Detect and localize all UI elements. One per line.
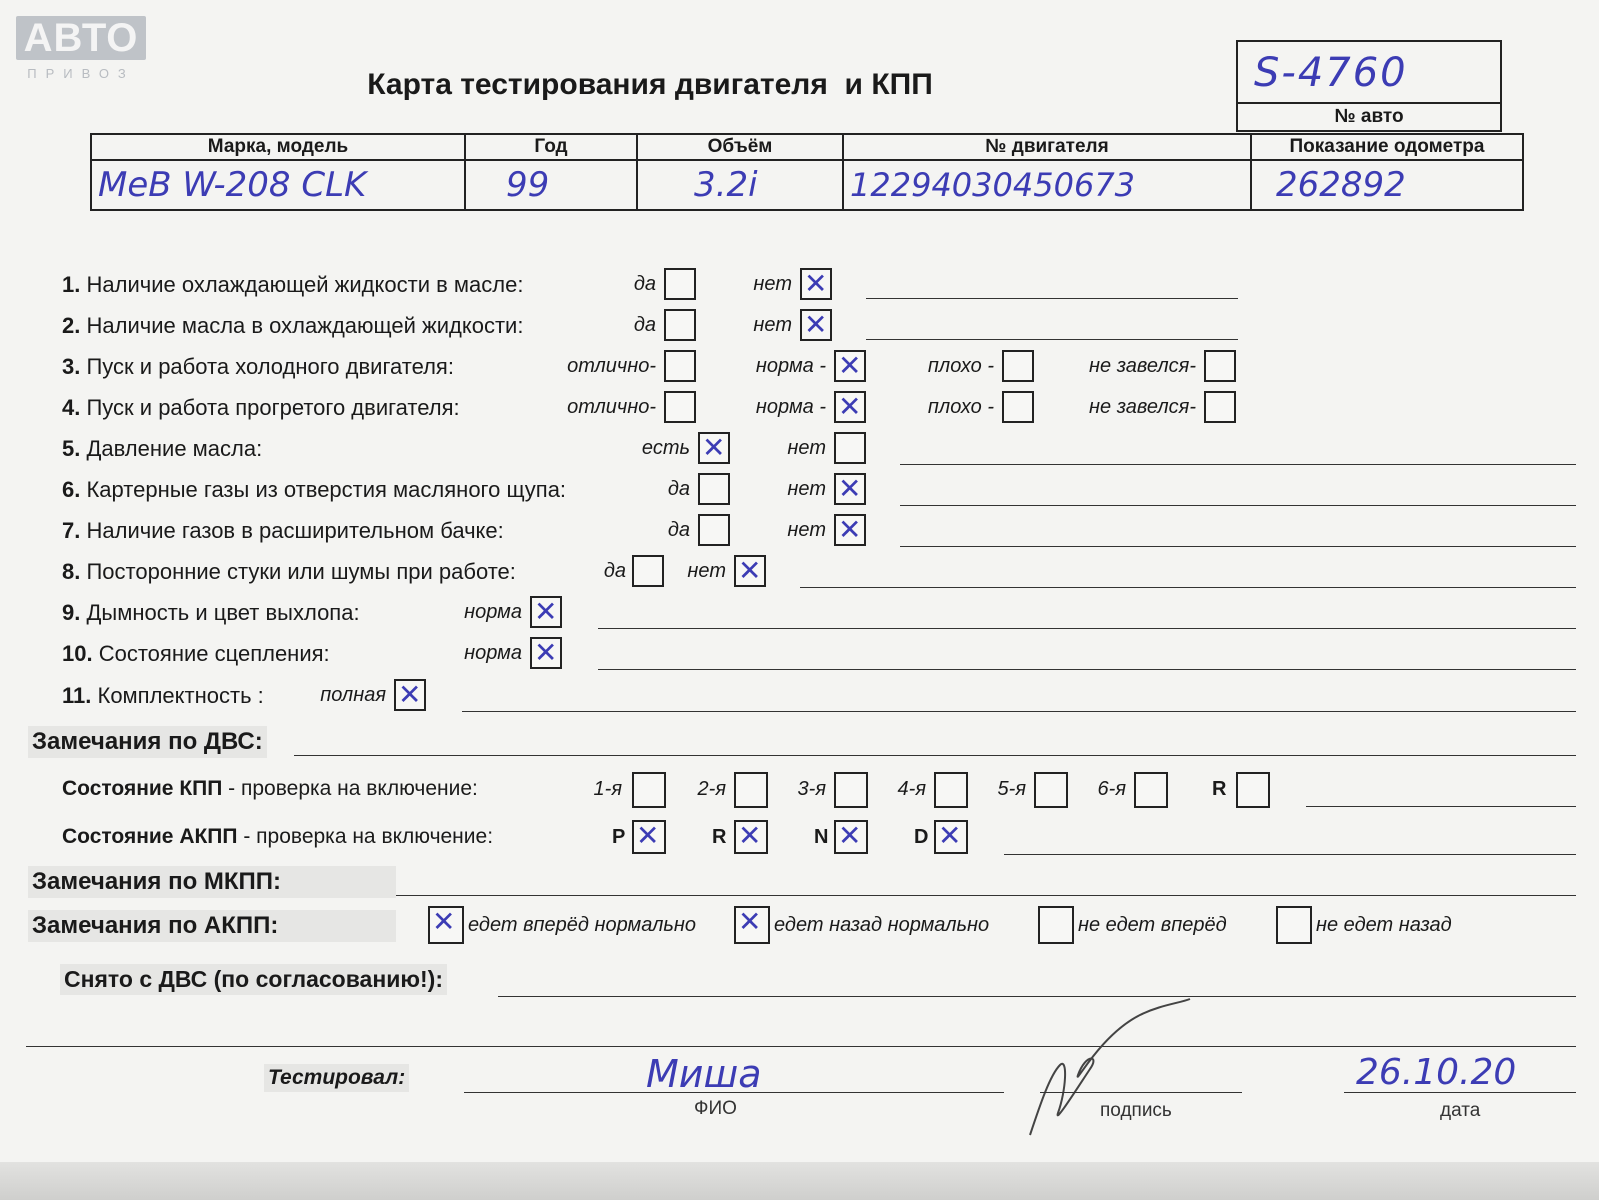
q5-option-no: нет: [787, 437, 826, 459]
manual-gearbox-check-label: Состояние КПП - проверка на включение:: [62, 777, 478, 800]
q4-option-bad: плохо -: [927, 396, 994, 418]
gear-5-label: 5-я: [997, 778, 1026, 800]
year-value: 99: [465, 160, 637, 210]
remarks-engine-line: [294, 755, 1576, 756]
mode-d-label: D: [914, 826, 929, 848]
removed-extra-line: [26, 1046, 1576, 1047]
auto-number-divider: [1238, 102, 1500, 104]
odometer-value: 262892: [1251, 160, 1523, 210]
remarks-engine-label: Замечания по ДВС:: [28, 726, 267, 758]
q4-checkbox-bad[interactable]: [1002, 391, 1034, 423]
q1-option-no: нет: [753, 273, 792, 295]
scan-bottom-edge: [0, 1162, 1599, 1200]
q10-checkbox-normal[interactable]: [530, 637, 562, 669]
question-9: 9. Дымность и цвет выхлопа:: [62, 600, 360, 625]
q2-option-no: нет: [753, 314, 792, 336]
q3-checkbox-excellent[interactable]: [664, 350, 696, 382]
volume-value: 3.2i: [637, 160, 843, 210]
mode-n-label: N: [814, 826, 829, 848]
q4-checkbox-excellent[interactable]: [664, 391, 696, 423]
col-header-model: Марка, модель: [91, 134, 465, 160]
avto-logo: АВТО: [16, 16, 146, 60]
mode-p-checkbox[interactable]: [632, 820, 666, 854]
q6-notes-line: [900, 505, 1576, 506]
q7-option-no: нет: [787, 519, 826, 541]
question-2: 2. Наличие масла в охлаждающей жидкости:: [62, 313, 524, 338]
mode-n-checkbox[interactable]: [834, 820, 868, 854]
q3-option-no-start: не завелся-: [1089, 355, 1196, 377]
question-1: 1. Наличие охлаждающей жидкости в масле:: [62, 272, 524, 297]
backward-ok-checkbox[interactable]: [734, 906, 770, 944]
q6-option-yes: да: [667, 478, 690, 500]
q6-checkbox-no[interactable]: [834, 473, 866, 505]
col-header-year: Год: [465, 134, 637, 160]
gear-2-checkbox[interactable]: [734, 772, 768, 808]
remarks-manual-gearbox-line: [396, 895, 1576, 896]
signature-line: [1040, 1092, 1242, 1093]
q5-notes-line: [900, 464, 1576, 465]
q1-option-yes: да: [633, 273, 656, 295]
q11-checkbox-full[interactable]: [394, 679, 426, 711]
question-10: 10. Состояние сцепления:: [62, 641, 330, 666]
no-backward-checkbox[interactable]: [1276, 906, 1312, 944]
auto-number-value: S-4760: [1254, 50, 1408, 96]
remarks-manual-gearbox-label: Замечания по МКПП:: [28, 866, 396, 898]
gear-r-label: R: [1212, 778, 1227, 800]
q3-checkbox-bad[interactable]: [1002, 350, 1034, 382]
no-backward-label: не едет назад: [1316, 914, 1452, 936]
backward-ok-label: едет назад нормально: [774, 914, 990, 936]
q10-notes-line: [598, 669, 1576, 670]
question-8: 8. Посторонние стуки или шумы при работе:: [62, 559, 516, 584]
gear-r-checkbox[interactable]: [1236, 772, 1270, 808]
tester-name-line: [464, 1092, 1004, 1093]
gear-6-checkbox[interactable]: [1134, 772, 1168, 808]
q5-checkbox-no[interactable]: [834, 432, 866, 464]
gear-3-checkbox[interactable]: [834, 772, 868, 808]
q5-checkbox-yes[interactable]: [698, 432, 730, 464]
auto-gearbox-check-label: Состояние АКПП - проверка на включение:: [62, 825, 494, 848]
q3-option-normal: норма -: [755, 355, 826, 377]
q4-option-normal: норма -: [755, 396, 826, 418]
auto-number-label: № авто: [1334, 106, 1404, 127]
q8-checkbox-yes[interactable]: [632, 555, 664, 587]
tested-by-label: Тестировал:: [264, 1064, 409, 1092]
q4-option-no-start: не завелся-: [1089, 396, 1196, 418]
gear-1-label: 1-я: [593, 778, 622, 800]
q9-option-normal: норма: [464, 601, 522, 623]
gear-2-label: 2-я: [697, 778, 726, 800]
q7-checkbox-yes[interactable]: [698, 514, 730, 546]
q2-option-yes: да: [633, 314, 656, 336]
q9-checkbox-normal[interactable]: [530, 596, 562, 628]
q3-checkbox-no-start[interactable]: [1204, 350, 1236, 382]
q11-notes-line: [462, 711, 1576, 712]
gear-6-label: 6-я: [1097, 778, 1126, 800]
date-line: [1344, 1092, 1576, 1093]
q8-option-no: нет: [687, 560, 726, 582]
no-forward-label: не едет вперёд: [1078, 914, 1227, 936]
q3-option-excellent: отлично-: [567, 355, 656, 377]
signature-caption: подпись: [1100, 1100, 1172, 1121]
engine-number-value: 12294030450673: [843, 160, 1251, 210]
q9-notes-line: [598, 628, 1576, 629]
q8-checkbox-no[interactable]: [734, 555, 766, 587]
col-header-engine-number: № двигателя: [843, 134, 1251, 160]
question-3: 3. Пуск и работа холодного двигателя:: [62, 354, 454, 379]
q3-checkbox-normal[interactable]: [834, 350, 866, 382]
question-11: 11. Комплектность :: [62, 683, 264, 708]
gearbox-notes-line: [1306, 806, 1576, 807]
forward-ok-checkbox[interactable]: [428, 906, 464, 944]
q4-checkbox-no-start[interactable]: [1204, 391, 1236, 423]
q2-notes-line: [866, 339, 1238, 340]
question-6: 6. Картерные газы из отверстия масляного щупа:: [62, 477, 567, 502]
gear-1-checkbox[interactable]: [632, 772, 666, 808]
tester-name: Миша: [646, 1052, 762, 1096]
q1-checkbox-no[interactable]: [800, 268, 832, 300]
forward-ok-label: едет вперёд нормально: [468, 914, 697, 936]
removed-from-engine-label: Снято с ДВС (по согласованию!):: [60, 964, 447, 995]
q8-option-yes: да: [603, 560, 626, 582]
mode-r-checkbox[interactable]: [734, 820, 768, 854]
test-date: 26.10.20: [1356, 1052, 1517, 1093]
gear-3-label: 3-я: [797, 778, 826, 800]
question-5: 5. Давление масла:: [62, 436, 263, 461]
mode-r-label: R: [712, 826, 727, 848]
q8-notes-line: [800, 587, 1576, 588]
col-header-volume: Объём: [637, 134, 843, 160]
model-value: МеВ W-208 CLK: [91, 160, 465, 210]
vehicle-info-table: [90, 133, 1524, 211]
no-forward-checkbox[interactable]: [1038, 906, 1074, 944]
mode-p-label: P: [612, 826, 626, 848]
gear-4-checkbox[interactable]: [934, 772, 968, 808]
q2-checkbox-yes[interactable]: [664, 309, 696, 341]
question-7: 7. Наличие газов в расширительном бачке:: [62, 518, 504, 543]
q2-checkbox-no[interactable]: [800, 309, 832, 341]
tester-name-caption: ФИО: [694, 1098, 737, 1119]
q1-checkbox-yes[interactable]: [664, 268, 696, 300]
q11-option-full: полная: [320, 684, 386, 706]
auto-gearbox-notes-line: [1004, 854, 1576, 855]
q1-notes-line: [866, 298, 1238, 299]
gear-4-label: 4-я: [897, 778, 926, 800]
col-header-odometer: Показание одометра: [1251, 134, 1523, 160]
tester-signature: [1020, 995, 1220, 1145]
q4-option-excellent: отлично-: [567, 396, 656, 418]
q5-option-yes: есть: [641, 437, 690, 459]
q4-checkbox-normal[interactable]: [834, 391, 866, 423]
q6-option-no: нет: [787, 478, 826, 500]
auto-number-box: [1236, 40, 1502, 132]
date-caption: дата: [1440, 1100, 1481, 1121]
q6-checkbox-yes[interactable]: [698, 473, 730, 505]
page-title: Карта тестирования двигателя и КПП: [367, 68, 933, 101]
remarks-auto-gearbox-label: Замечания по АКПП:: [28, 910, 396, 942]
question-4: 4. Пуск и работа прогретого двигателя:: [62, 395, 460, 420]
gear-5-checkbox[interactable]: [1034, 772, 1068, 808]
q7-option-yes: да: [667, 519, 690, 541]
q3-option-bad: плохо -: [927, 355, 994, 377]
q7-checkbox-no[interactable]: [834, 514, 866, 546]
mode-d-checkbox[interactable]: [934, 820, 968, 854]
q7-notes-line: [900, 546, 1576, 547]
q10-option-normal: норма: [464, 642, 522, 664]
avto-logo-sub: ПРИВОЗ: [27, 66, 135, 81]
